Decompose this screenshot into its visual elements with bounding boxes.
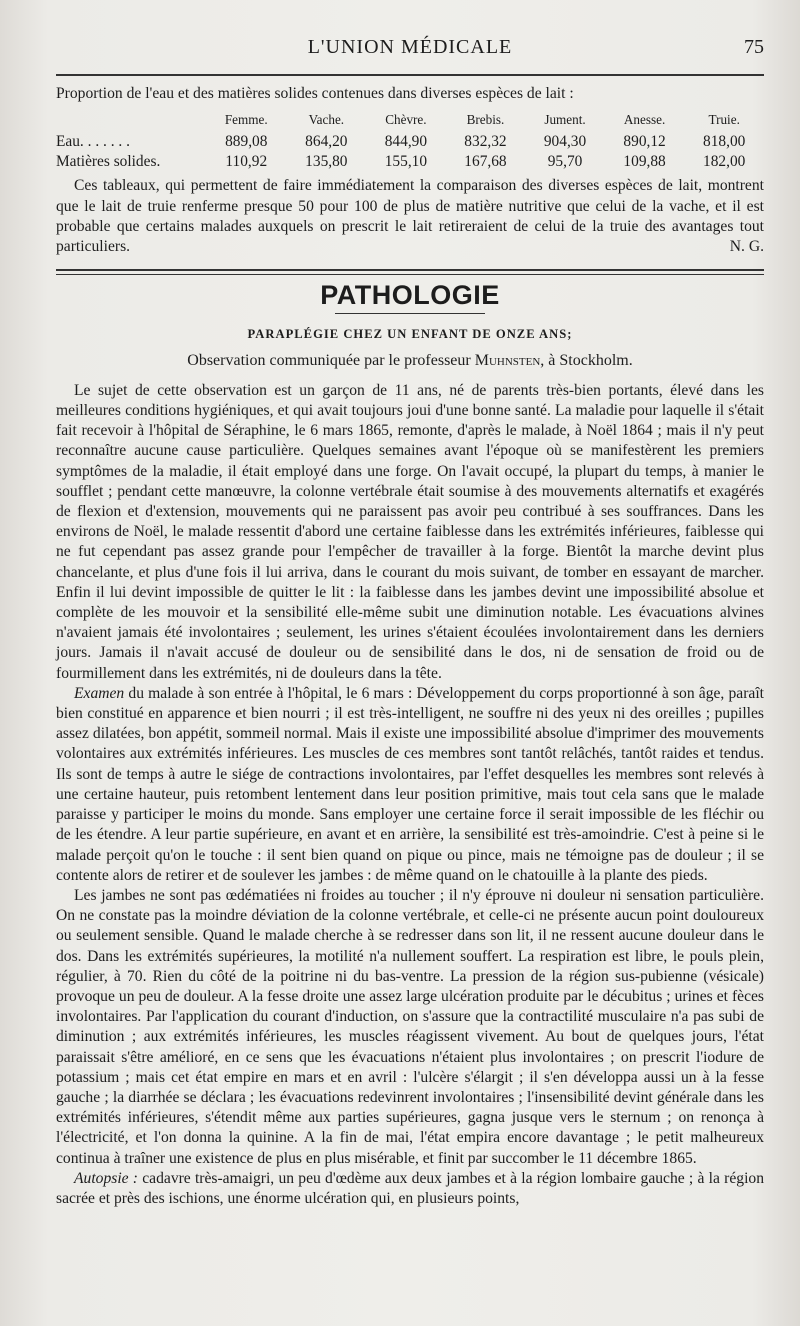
paragraph <box>56 1169 764 1209</box>
author-name: Muhnsten <box>474 351 541 369</box>
column-header: Femme. <box>224 112 268 128</box>
page-header <box>56 32 764 62</box>
table-cell: 904,30 <box>543 133 587 151</box>
column-header: Chèvre. <box>385 112 427 128</box>
table-corner-cell <box>56 110 206 132</box>
article-title: PARAPLÉGIE CHEZ UN ENFANT DE ONZE ANS; <box>247 327 573 342</box>
column-header: Vache. <box>308 112 345 128</box>
paragraph-lead: Examen <box>74 684 125 702</box>
paragraph-text: du malade à son entrée à l'hôpital, le 6 mars : Développement du corps proportionné à son âge, paraît bien constitué en apparence et bien nourri ; il est très-intelligent, ne souffre ni des yeux ni des oreilles ; pupilles assez dilatées, bon appétit, sommeil normal. Mais il existe une impossibilité absolue d'imprimer des mouvements volontaires aux extrémités inférieures. Les muscles de ces membres sont tantôt relâchés, tantôt raides et tendus. Ils sont de temps à autre le siége de contractions involontaires, par l'effet desquelles les membres sont relevés à une certaine hauteur, puis retombent lentement dans leur position primitive, mais tout cela sans que le malade paraisse y participer le moins du monde. Sans employer une certaine force il serait impossible de les fléchir ou de les étendre. A leur partie supérieure, en avant et en arrière, la sensibilité est très-amoindrie. C'est à peine si le malade perçoit qu'on le touche : il sent bien quand on pique ou pince, mais ne témoigne pas de douleur ; il se contente alors de retirer et de soulever les jambes : de même quand on le chatouille à la plante des pieds. <box>56 684 764 884</box>
column-header: Jument. <box>544 112 586 128</box>
column-header: Anesse. <box>623 112 666 128</box>
page-body <box>56 84 764 1209</box>
table-cell: 135,80 <box>305 153 348 171</box>
table-cell: 864,20 <box>305 133 348 151</box>
table-cell: 844,90 <box>384 133 428 151</box>
table-cell: 155,10 <box>384 153 428 171</box>
table-cell: 110,92 <box>225 153 268 171</box>
page-number: 75 <box>744 36 764 58</box>
byline-prefix: Observation communiquée par le professeur <box>187 351 471 369</box>
table-cell: 832,32 <box>464 133 507 151</box>
column-header: Brebis. <box>466 112 505 128</box>
table-cell: 95,70 <box>547 153 583 171</box>
milk-composition-table <box>56 110 764 172</box>
table-row <box>56 152 764 172</box>
paragraph <box>56 684 764 886</box>
article-byline <box>56 351 764 371</box>
table-header-row <box>56 110 764 132</box>
milk-comment-text: Ces tableaux, qui permettent de faire immédiatement la comparaison des diverses espèces de lait, montrent que le lait de truie renferme presque 50 pour 100 de plus de matière nutritive que celui de la vache, et il est probable que certains malades auxquels on prescrit le lait retireraient de celui de la truie des avantages tout particuliers. <box>56 177 764 256</box>
table-cell: 818,00 <box>703 133 746 151</box>
running-title: L'UNION MÉDICALE <box>307 36 513 58</box>
paragraph-lead: Autopsie : <box>74 1169 139 1187</box>
milk-comment <box>56 176 764 257</box>
column-header: Truie. <box>708 112 740 128</box>
section-divider <box>56 269 764 275</box>
table-cell: 167,68 <box>464 153 507 171</box>
section-title: PATHOLOGIE <box>320 280 500 311</box>
table-row <box>56 132 764 152</box>
table-cell: 889,08 <box>225 133 268 151</box>
paragraph: Le sujet de cette observation est un garçon de 11 ans, né de parents très-bien portants, élevé dans les meilleures conditions hygiéniques, et qui avait toujours joui d'une bonne santé. La maladie pour laquelle il s'était fait recevoir à l'hôpital de Séraphine, le 6 mars 1865, remonte, d'après le malade, à Noël 1864 ; mais il n'y peut reconnaître aucune cause particulière. Quelques semaines avant l'époque où se manifestèrent les premiers symptômes de la maladie, il était employé dans une forge. On l'avait occupé, la plupart du temps, à manier le soufflet ; pendant cette manœuvre, la colonne vertébrale était soumise à des mouvements alternatifs et exagérés de flexion et d'extension, mouvements qui ne paraissent pas avoir peu contribué à ses souffrances. Dans les environs de Noël, le malade ressentit d'abord une certaine faiblesse dans les extrémités inférieures, faiblesse qui ne fut cependant pas assez grande pour l'empêcher de travailler à la forge. Bientôt la marche devint plus chancelante, et plus d'une fois il lui arriva, dans le courant du mois suivant, de tomber en essayant de marcher. Enfin il lui devint impossible de quitter le lit : la faiblesse dans les jambes devint une impossibilité absolue et complète de les mouvoir et la sensibilité elle-même subit une diminution notable. Les évacuations alvines n'avaient jamais été involontaires ; seulement, les urines s'étaient écoulées involontairement dans les derniers jours. Jamais il n'avait accusé de douleur ou de sensibilité dans le dos, ni de sensation de froid ou de fourmillement dans les extrémités, ni de douleurs dans la tête. <box>56 381 764 682</box>
table-cell: 109,88 <box>623 153 666 171</box>
row-label: Matières solides. <box>56 153 161 171</box>
row-label: Eau. . . . . . . <box>56 133 130 151</box>
header-rule <box>56 74 764 76</box>
signature: N. G. <box>729 238 764 256</box>
title-rule <box>335 313 485 314</box>
table-cell: 182,00 <box>703 153 746 171</box>
table-cell: 890,12 <box>623 133 666 151</box>
byline-suffix: , à Stockholm. <box>540 351 633 369</box>
milk-intro: Proportion de l'eau et des matières solides contenues dans diverses espèces de lait : <box>56 85 574 102</box>
paragraph-text: cadavre très-amaigri, un peu d'œdème aux deux jambes et à la région lombaire gauche ; à la région sacrée et près des ischions, une énorme ulcération qui, en plusieurs points, <box>56 1169 764 1207</box>
paragraph: Les jambes ne sont pas œdématiées ni froides au toucher ; il n'y éprouve ni douleur ni sensation particulière. On ne constate pas la moindre déviation de la colonne vertébrale, et celle-ci ne présente aucun point douloureux ou seulement sensible. Quand le malade cherche à se redresser dans son lit, il ne ressent aucune douleur dans le dos. Dans les extrémités supérieures, la motilité n'a nullement souffert. La respiration est libre, le pouls plein, régulier, à 70. Rien du côté de la poitrine ni du bas-ventre. La pression de la région sus-pubienne (vésicale) provoque un peu de douleur. A la fesse droite une assez large ulcération produite par le décubitus ; urines et fèces involontaires. Par l'application du courant d'induction, on s'assure que la contractilité musculaire n'a pas subi de diminution ; aux extrémités inférieures, les muscles réagissent vivement. Au bout de quelques jours, l'état paraissait s'être amélioré, en ce sens que les évacuations n'étaient plus involontaires ; on prescrit l'iodure de potassium ; mais cet état empire en mars et en avril : l'ulcère s'élargit ; il s'en développa aussi un à la fesse gauche ; la diarrhée se déclara ; les évacuations redevinrent involontaires ; l'insensibilité devint générale dans les extrémités inférieures, s'étendit même aux parties supérieures, gagna jusque vers le sternum ; on renonça à l'électricité, et l'on donna la quinine. A la fin de mai, l'état empira encore davantage ; le petit malheureux continua à traîner une existence de plus en plus misérable, et finit par succomber le 11 décembre 1865. <box>56 886 764 1167</box>
